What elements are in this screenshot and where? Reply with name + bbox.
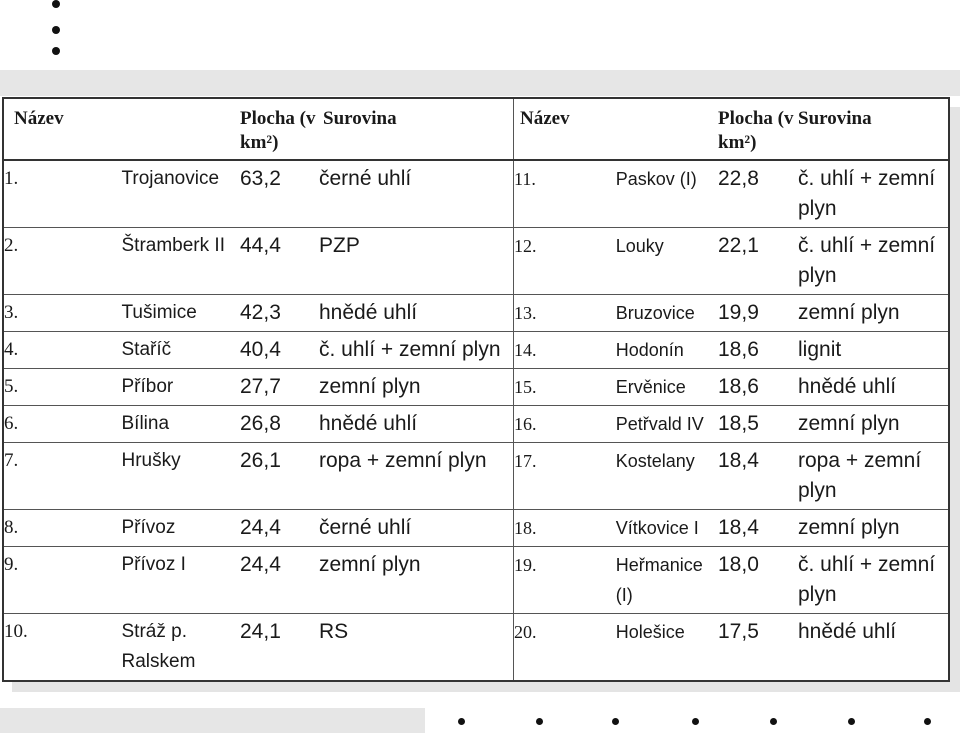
area-size: 18,5 [718,406,798,443]
area-size: 40,4 [240,332,319,369]
row-number: 8. [3,510,122,547]
area-size: 18,4 [718,510,798,547]
row-number: 11. [514,160,616,228]
area-material: lignit [798,332,949,369]
area-material: hnědé uhlí [798,614,949,682]
area-size: 24,4 [240,510,319,547]
area-material: PZP [319,228,514,295]
bullet-dot [692,718,699,725]
area-size: 17,5 [718,614,798,682]
bullet-dot [52,0,60,8]
row-number: 12. [514,228,616,295]
area-material: hnědé uhlí [798,369,949,406]
area-size: 27,7 [240,369,319,406]
row-number: 16. [514,406,616,443]
row-number: 9. [3,547,122,614]
row-number: 4. [3,332,122,369]
row-number: 15. [514,369,616,406]
area-size: 22,1 [718,228,798,295]
table-row [3,406,949,443]
area-material: hnědé uhlí [319,295,514,332]
area-name: Hodonín [616,332,718,369]
bullet-dot [52,26,60,34]
area-material: č. uhlí + zemní plyn [798,228,949,295]
area-name: Příbor [122,369,241,406]
area-material: č. uhlí + zemní plyn [798,547,949,614]
area-name: Vítkovice I [616,510,718,547]
area-name: Kostelany [616,443,718,510]
table-row [3,160,949,228]
area-size: 26,1 [240,443,319,510]
row-number: 14. [514,332,616,369]
area-material: ropa + zemní plyn [798,443,949,510]
row-number: 2. [3,228,122,295]
table-row [3,228,949,295]
area-size: 22,8 [718,160,798,228]
header-name-left: Název [3,98,240,160]
area-size: 24,4 [240,547,319,614]
row-number: 19. [514,547,616,614]
area-size: 18,4 [718,443,798,510]
area-name: Staříč [122,332,241,369]
header-area-left: Plocha (v km²) [240,98,319,160]
area-material: č. uhlí + zemní plyn [798,160,949,228]
bullet-dot [770,718,777,725]
row-number: 5. [3,369,122,406]
row-number: 20. [514,614,616,682]
row-number: 6. [3,406,122,443]
area-material: černé uhlí [319,160,514,228]
bullet-dot [52,47,60,55]
row-number: 13. [514,295,616,332]
area-name: Tušimice [122,295,241,332]
area-name: Bílina [122,406,241,443]
bullet-dot [924,718,931,725]
area-material: zemní plyn [798,295,949,332]
mining-areas-table [2,97,950,682]
header-material-left: Surovina [319,98,514,160]
area-material: černé uhlí [319,510,514,547]
table-row [3,510,949,547]
area-material: ropa + zemní plyn [319,443,514,510]
table-row [3,369,949,406]
area-size: 63,2 [240,160,319,228]
area-size: 42,3 [240,295,319,332]
area-size: 24,1 [240,614,319,682]
area-name: Petřvald IV [616,406,718,443]
area-material: zemní plyn [798,510,949,547]
area-material: hnědé uhlí [319,406,514,443]
bullet-dot [458,718,465,725]
table-row [3,295,949,332]
row-number: 1. [3,160,122,228]
bullet-dot [612,718,619,725]
header-area-right: Plocha (v km²) [718,98,798,160]
area-name: Paskov (I) [616,160,718,228]
area-size: 18,6 [718,332,798,369]
table-row [3,332,949,369]
area-name: Hrušky [122,443,241,510]
area-name: Přívoz [122,510,241,547]
area-size: 18,0 [718,547,798,614]
area-name: Bruzovice [616,295,718,332]
area-name: Heřmanice (I) [616,547,718,614]
row-number: 7. [3,443,122,510]
area-size: 19,9 [718,295,798,332]
row-number: 10. [3,614,122,682]
area-material: zemní plyn [798,406,949,443]
area-size: 44,4 [240,228,319,295]
area-size: 18,6 [718,369,798,406]
row-number: 18. [514,510,616,547]
area-name: Štramberk II [122,228,241,295]
table-row [3,547,949,614]
bullet-dot [536,718,543,725]
area-name: Stráž p. Ralskem [122,614,241,682]
table-row [3,443,949,510]
area-name: Trojanovice [122,160,241,228]
slide-shadow-band-bottom [0,708,425,733]
area-material: č. uhlí + zemní plyn [319,332,514,369]
area-size: 26,8 [240,406,319,443]
header-name-right: Název [514,98,719,160]
area-name: Přívoz I [122,547,241,614]
row-number: 3. [3,295,122,332]
table-row [3,614,949,682]
area-name: Holešice [616,614,718,682]
bullet-dot [848,718,855,725]
header-material-right: Surovina [798,98,949,160]
area-name: Ervěnice [616,369,718,406]
slide-shadow-band [0,70,960,96]
area-name: Louky [616,228,718,295]
row-number: 17. [514,443,616,510]
table-header-row [3,98,949,160]
area-material: RS [319,614,514,682]
area-material: zemní plyn [319,369,514,406]
area-material: zemní plyn [319,547,514,614]
